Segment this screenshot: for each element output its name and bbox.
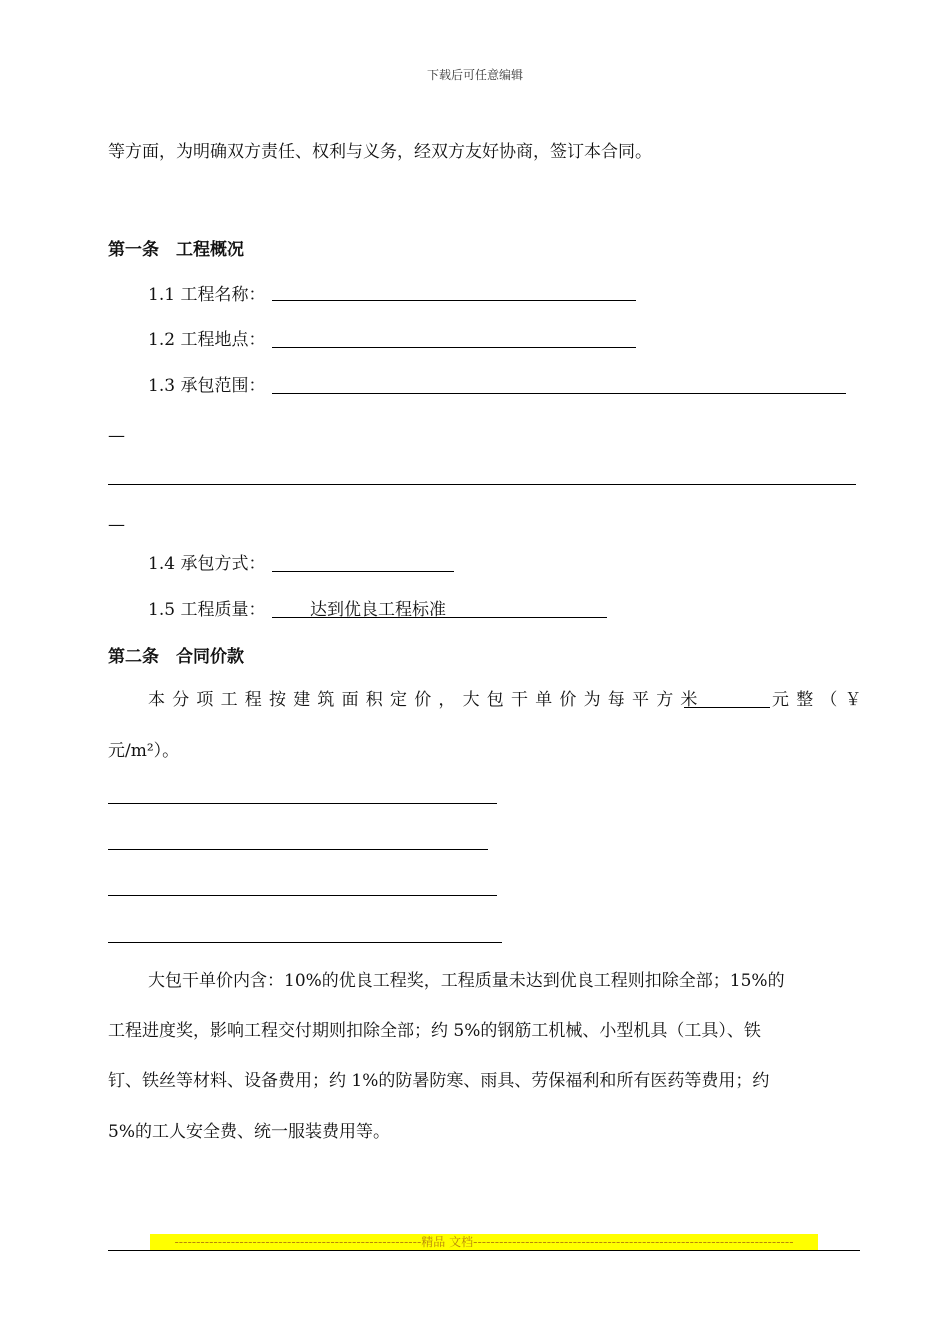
article-1-title: 第一条 工程概况 (108, 240, 244, 260)
intro-paragraph: 等方面，为明确双方责任、权利与义务，经双方友好协商，签订本合同。 (108, 142, 652, 162)
item-1-4-blank[interactable] (272, 571, 454, 572)
footer-left-dashes: --------------------------------------------------------- (174, 1235, 422, 1249)
item-1-3-continuation-blank[interactable] (108, 484, 856, 485)
item-1-1-label: 1.1 工程名称： (148, 285, 266, 305)
item-1-5-value: 达到优良工程标准 (310, 600, 446, 620)
blank-line-1[interactable] (108, 803, 497, 804)
page-header-note: 下载后可任意编辑 (426, 68, 523, 82)
blank-line-3[interactable] (108, 895, 497, 896)
item-1-5-label: 1.5 工程质量： (148, 600, 266, 620)
article-2-title: 第二条 合同价款 (108, 647, 244, 667)
unit-price-blank[interactable] (684, 707, 770, 708)
price-line-part-b: 元整（￥ (772, 690, 869, 710)
item-1-3-blank[interactable] (272, 393, 846, 394)
inclusion-paragraph-line-4: 5%的工人安全费、统一服装费用等。 (108, 1122, 390, 1142)
blank-line-2[interactable] (108, 849, 488, 850)
footer-rule (108, 1250, 860, 1251)
footer-right-dashes: -------------------------------------------------------------------------- (473, 1235, 794, 1249)
price-line-2: 元/m²）。 (108, 741, 180, 761)
item-1-1-blank[interactable] (272, 300, 636, 301)
item-1-3-label: 1.3 承包范围： (148, 376, 266, 396)
footer-banner (150, 1234, 818, 1250)
item-1-2-blank[interactable] (272, 347, 636, 348)
inclusion-paragraph-line-2: 工程进度奖，影响工程交付期则扣除全部；约 5%的钢筋工机械、小型机具（工具）、铁 (108, 1021, 761, 1041)
footer-label: 精品 文档 (421, 1235, 474, 1249)
item-1-3-dash-2: — (108, 515, 125, 535)
inclusion-paragraph-line-1: 大包干单价内含：10%的优良工程奖，工程质量未达到优良工程则扣除全部；15%的 (148, 971, 785, 991)
blank-line-4[interactable] (108, 942, 502, 943)
item-1-4-label: 1.4 承包方式： (148, 554, 266, 574)
price-line-part-a: 本分项工程按建筑面积定价，大包干单价为每平方米 (148, 690, 705, 710)
item-1-2-label: 1.2 工程地点： (148, 330, 266, 350)
inclusion-paragraph-line-3: 钉、铁丝等材料、设备费用；约 1%的防暑防寒、雨具、劳保福利和所有医药等费用；约 (108, 1071, 770, 1091)
item-1-3-dash-1: — (108, 426, 125, 446)
